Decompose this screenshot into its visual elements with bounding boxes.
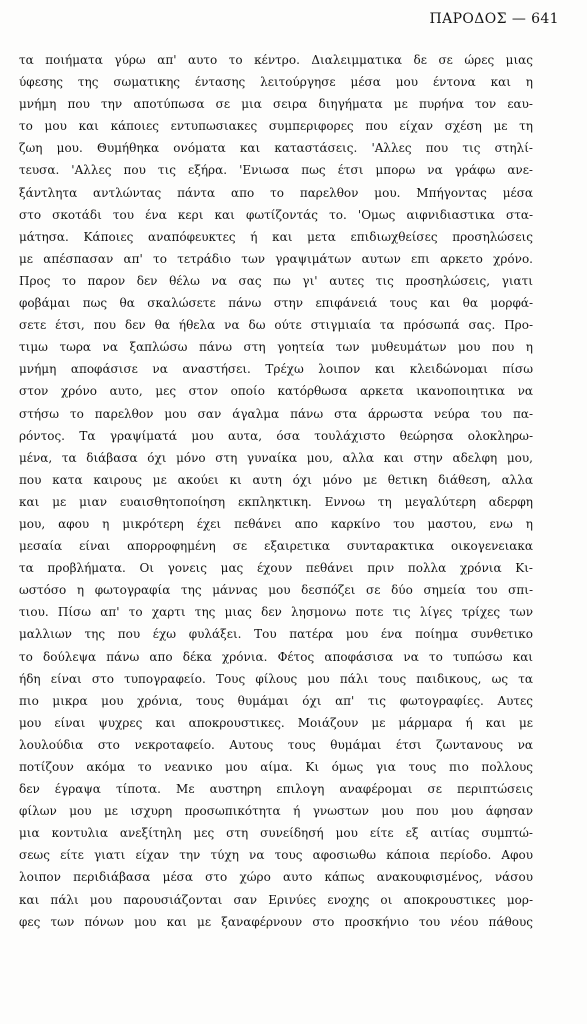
text-line: φοβάμαι πως θα σκαλώσετε πάνω στην επιφάνειά τους και θα μορφά- <box>19 296 533 311</box>
text-line: μνήμη που την αποτύπωσα σε μια σειρα διηγήματα με πυρήνα τον εαυ- <box>19 97 533 112</box>
text-line: ύφεσης της σωματικης έντασης λειτούργησε μέσα μου έντονα και η <box>19 75 533 90</box>
text-line: στήσω το παρελθον μου σαν άγαλμα πάνω στα άρρωστα νεύρα του πα- <box>19 406 533 421</box>
text-line: φες των πόνων μου και με ξαναφέρνουν στο προσκήνιο του νέου πάθους <box>19 914 533 929</box>
text-line: σεως είτε γιατι είχαν την τύχη να τους αφοσιωθω κάποια περίοδο. Αφου <box>19 848 533 863</box>
text-line: στον χρόνο αυτο, μες στον οποίο κατόρθωσα αρκετα ικανοποιητικα να <box>19 384 533 399</box>
text-line: και πάλι μου παρουσιάζονται σαν Ερινύες ενοχης οι αποκρουστικες μορ- <box>19 892 533 907</box>
text-line: τευσα. 'Αλλες που τις εξήρα. 'Ενιωσα πως έτσι μπορω να γράφω ανε- <box>19 163 533 178</box>
text-line: μαλλιων της που έχω φυλάξει. Του πατέρα μου ένα ποίημα συνθετικο <box>19 627 533 642</box>
text-line: μάτησα. Κάποιες αναπόφευκτες ή και μετα επιδιωχθείσες προσηλώσεις <box>19 229 533 244</box>
text-line: μνήμη αποφάσισε να αναστήσει. Τρέχω λοιπον και κλειδώνομαι πίσω <box>19 362 533 377</box>
text-line: τιμω τωρα να ξαπλώσω πάνω στη γοητεία των μυθευμάτων μου που η <box>19 340 533 355</box>
text-line: τιου. Πίσω απ' το χαρτι της μιας δεν λησμονω ποτε τις λίγες τρίχες των <box>19 605 533 620</box>
text-line: τα ποιήματα γύρω απ' αυτο το κέντρο. Διαλειμματικα δε σε ώρες μιας <box>19 53 533 67</box>
text-line: μου, αφου η μικρότερη έχει πεθάνει απο καρκίνο του μαστου, ενω η <box>19 516 533 531</box>
running-head: ΠΑΡΟΔΟΣ — 641 <box>429 11 559 27</box>
text-line: με απέσπασαν απ' το τετράδιο των γραψιμάτων αυτων επι αρκετο χρόνο. <box>19 251 533 266</box>
text-line: δεν έγραψα τίποτα. Με αυστηρη επιλογη αναφέρομαι σε περιπτώσεις <box>19 782 533 797</box>
text-line: ποτίζουν ακόμα το νεανικο μου αίμα. Κι όμως για τους πιο πολλους <box>19 760 533 774</box>
text-line: στο σκοτάδι του ένα κερι και φωτίζοντάς το. 'Ομως αιφνιδιαστικα στα- <box>19 207 533 222</box>
text-line: μεσαία είναι απορροφημένη σε εξαιρετικα συνταρακτικα οικογενειακα <box>19 539 533 554</box>
text-line: ήδη είναι στο τυπογραφείο. Τους φίλους μου πάλι τους παιδικους, ως τα <box>19 671 533 686</box>
text-line: ζωη μου. Θυμήθηκα ονόματα και καταστάσεις. 'Αλλες που τις στηλί- <box>19 141 533 156</box>
text-line: Προς το παρον δεν θέλω να σας πω γι' αυτες τις προσηλώσεις, γιατι <box>19 273 533 288</box>
text-line: το μου και κάποιες εντυπωσιακες συμπεριφορες που είχαν σχέση με τη <box>19 119 533 134</box>
text-line: ωστόσο η φωτογραφία της μάννας μου δεσπόζει σε δύο σημεία του σπι- <box>19 583 533 598</box>
text-line: ξάντλητα αντλώντας πάντα απο το παρελθον μου. Μπήγοντας μέσα <box>19 185 533 200</box>
text-line: ρόντος. Τα γραψίματά μου αυτα, όσα τουλάχιστο θεώρησα ολοκληρω- <box>19 428 533 443</box>
text-line: λουλούδια στο νεκροταφείο. Αυτους τους θυμάμαι έτσι ζωντανους να <box>19 737 533 752</box>
text-line: φίλων μου με ισχυρη προσωπικότητα ή γνωστων μου που μου άφησαν <box>19 804 533 819</box>
text-line: μια κοντυλια ανεξίτηλη μες στη συνείδησή μου είτε εξ αιτίας συμπτώ- <box>19 826 533 841</box>
text-line: τα προβλήματα. Οι γονεις μας έχουν πεθάνει πριν πολλα χρόνια Κι- <box>19 561 533 576</box>
text-line: μένα, τα διάβασα όχι μόνο στη γυναίκα μου, αλλα και στην αδελφη μου, <box>19 450 533 465</box>
text-line: και με μιαν ευαισθητοποίηση εκπληκτικη. Εννοω τη μεγαλύτερη αδερφη <box>19 494 533 509</box>
text-line: το δούλεψα πάνω απο δέκα χρόνια. Φέτος αποφάσισα να το τυπώσω και <box>19 649 533 664</box>
text-line: που κατα καιρους με ακούει κι αυτη όχι μόνο με θετικη διάθεση, αλλα <box>19 472 533 487</box>
text-line: λοιπον περιδιάβασα μέσα στο χώρο αυτο κάπως ανακουφισμένος, νάσου <box>19 870 533 885</box>
body-text <box>19 49 533 933</box>
text-line: σετε έτσι, που δεν θα ήθελα να δω ούτε στιγμιαία τα πρόσωπά σας. Προ- <box>19 318 533 333</box>
text-line: μου είναι ψυχρες και αποκρουστικες. Μοιάζουν με μάρμαρα ή και με <box>19 715 533 730</box>
text-line: πιο μικρα μου χρόνια, τους θυμάμαι όχι απ' τις φωτογραφίες. Αυτες <box>19 693 533 708</box>
